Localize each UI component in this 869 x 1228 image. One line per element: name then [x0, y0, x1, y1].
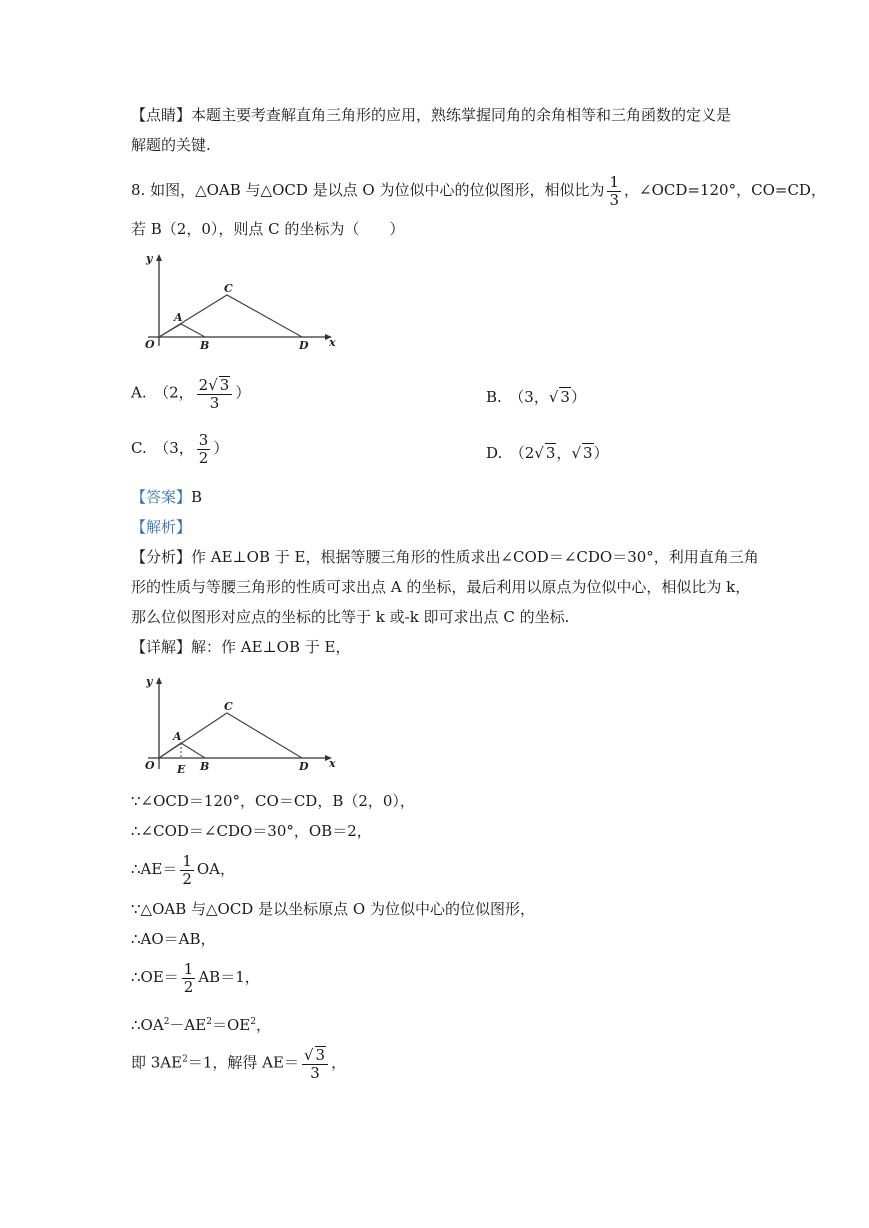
fig1-label-x: x [329, 336, 336, 349]
step-5: ∴AO＝AB， [131, 930, 216, 948]
step-3-numerator: 1 [182, 852, 192, 870]
step-7-b: －AE [169, 1016, 207, 1034]
fig1-label-a: A [174, 311, 183, 324]
fig1-label-y: y [146, 252, 153, 265]
figure-1 [130, 250, 350, 355]
option-d-suffix: ） [593, 444, 609, 462]
fig2-label-c: C [224, 700, 233, 713]
step-8-a: 即 3AE [131, 1053, 183, 1072]
option-c-suffix: ） [213, 439, 229, 457]
step-8 [131, 1046, 346, 1081]
step-6-b: AB＝1， [198, 968, 260, 986]
step-6 [131, 961, 260, 995]
comment-line-1: 【点睛】本题主要考查解直角三角形的应用，熟练掌握同角的余角相等和三角函数的定义是 [131, 106, 732, 124]
step-7-sup-1: 2 [163, 1017, 170, 1027]
step-4: ∵△OAB 与△OCD 是以坐标原点 O 为位似中心的位似图形， [131, 900, 535, 918]
option-c-prefix: C. （3， [131, 439, 194, 457]
step-8-sup: 2 [182, 1054, 188, 1065]
option-c [131, 432, 228, 466]
fig2-label-b: B [200, 760, 210, 773]
step-6-a: ∴OE＝ [131, 968, 179, 986]
option-a-coef: 2 [198, 376, 209, 394]
step-7 [131, 1011, 271, 1036]
fig1-label-b: B [200, 339, 210, 352]
step-7-c: ＝OE [211, 1016, 251, 1034]
fig1-label-c: C [224, 282, 233, 295]
fig2-label-o: O [145, 759, 155, 772]
question-text-a: 8. 如图，△OAB 与△OCD 是以点 O 为位似中心的位似图形，相似比为 [131, 181, 605, 199]
step-3-denominator: 2 [182, 869, 192, 888]
option-d-prefix: D. （2 [486, 444, 535, 462]
fig2-label-x: x [329, 757, 336, 770]
step-7-sup-3: 2 [250, 1017, 256, 1027]
analysis-line-2: 形的性质与等腰三角形的性质可求出点 A 的坐标，最后利用以原点为位似中心，相似比为 k， [131, 578, 751, 596]
question-line-1 [131, 174, 826, 208]
option-b-radicand: 3 [560, 388, 570, 406]
option-a-denominator: 3 [209, 393, 220, 412]
option-a-prefix: A. （2， [131, 383, 194, 402]
option-b: B. （3，√ 3） [486, 388, 586, 406]
option-a-suffix: ） [235, 383, 251, 402]
analysis-line-3: 那么位似图形对应点的坐标的比等于 k 或-k 即可求出点 C 的坐标. [131, 608, 570, 626]
step-8-radicand: 3 [315, 1046, 326, 1064]
question-text-b: ，∠OCD=120°，CO=CD， [624, 181, 826, 199]
option-b-suffix: ） [570, 388, 586, 406]
option-b-prefix: B. （3， [486, 388, 549, 406]
answer-label: 【答案】 [131, 488, 192, 506]
ratio-fraction [607, 174, 621, 208]
step-6-numerator: 1 [183, 960, 194, 978]
option-a-radicand: 3 [219, 376, 230, 394]
fig1-label-o: O [145, 338, 155, 351]
step-3-a: ∴AE＝ [131, 860, 178, 878]
analysis-line-1: 【分析】作 AE⊥OB 于 E，根据等腰三角形的性质求出∠COD＝∠CDO＝30°，利用直角三角 [131, 548, 759, 566]
step-1: ∵∠OCD＝120°，CO＝CD，B（2，0）， [131, 792, 415, 810]
fig2-label-y: y [146, 675, 153, 688]
step-7-d: ， [255, 1016, 271, 1034]
step-7-sup-2: 2 [206, 1017, 212, 1027]
step-3 [131, 853, 235, 887]
option-a [131, 376, 250, 411]
fig2-label-d: D [299, 760, 309, 773]
fig1-label-d: D [299, 339, 309, 352]
step-6-fraction [182, 961, 196, 995]
option-d-radicand-1: 3 [545, 444, 556, 462]
step-2: ∴∠COD＝∠CDO＝30°，OB＝2， [131, 822, 372, 840]
option-a-fraction: $\frac{2√ 3}{3}$ [197, 376, 233, 411]
option-d-radicand-2: 3 [583, 444, 593, 462]
answer-line [131, 486, 202, 508]
option-c-denominator: 2 [198, 448, 209, 467]
ratio-numerator: 1 [609, 173, 620, 191]
question-line-2: 若 B（2，0），则点 C 的坐标为（ ） [131, 220, 405, 238]
option-c-fraction [197, 432, 211, 466]
answer-value: B [191, 488, 203, 506]
step-8-denominator: 3 [310, 1063, 320, 1082]
fig2-label-a: A [173, 730, 182, 743]
step-7-a: ∴OA [131, 1016, 164, 1034]
step-8-b: ＝1，解得 AE＝ [187, 1053, 299, 1072]
option-d-separator: ， [556, 444, 572, 462]
option-c-numerator: 3 [198, 431, 209, 449]
option-d: D. （2√ 3，√ 3） [486, 444, 609, 462]
step-3-fraction [180, 853, 194, 887]
ratio-denominator: 3 [609, 190, 620, 209]
analysis-label: 【解析】 [131, 518, 192, 536]
step-6-denominator: 2 [183, 977, 194, 996]
step-8-c: ， [331, 1053, 347, 1072]
step-8-fraction: $\frac{√ 3}{3}$ [302, 1046, 328, 1081]
fig2-label-e: E [177, 763, 186, 776]
comment-line-2: 解题的关键. [131, 136, 211, 154]
detail-intro: 【详解】解：作 AE⊥OB 于 E， [131, 638, 351, 656]
step-3-b: OA， [196, 860, 236, 878]
figure-2 [130, 673, 350, 778]
